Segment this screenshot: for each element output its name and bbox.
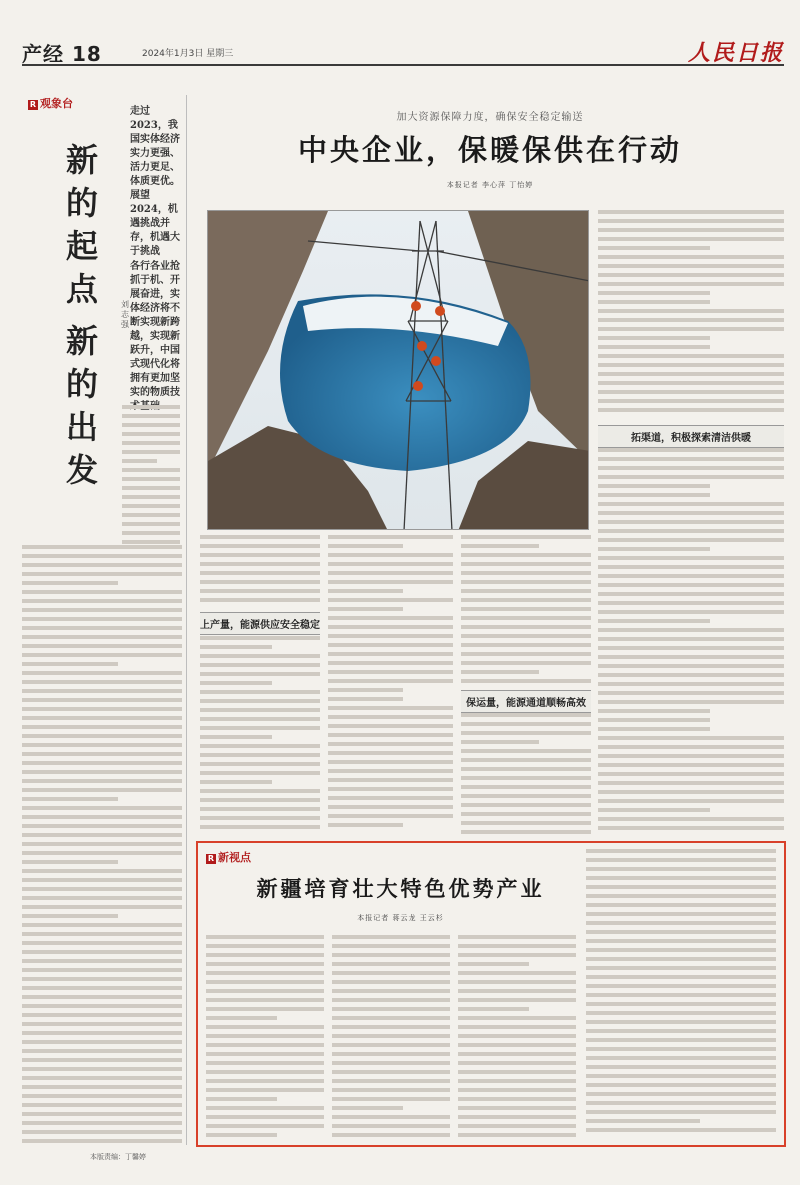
article-body-col-2 <box>328 535 453 835</box>
subhead-production: 上产量，能源供应安全稳定 <box>200 612 320 635</box>
observation-column <box>22 95 180 1145</box>
new-view-tag-icon: R <box>207 854 215 863</box>
section-label: 产经 18 <box>22 42 102 66</box>
column-author: 刘志强 <box>121 300 129 329</box>
column-quote-2: 各行各业抢抓于机、开展奋进，实体经济将不断实现新跨越，实现新跃升，中国式现代化将拥有更加坚实的物质技 <box>130 261 180 398</box>
column-tag: R 观象台 <box>29 97 73 110</box>
page-editor: 本版责编：丁馨婷 <box>90 1153 146 1161</box>
article-photo <box>207 210 589 530</box>
power-line-photo <box>208 211 589 530</box>
new-view-tag: R 新视点 <box>207 851 251 864</box>
article-body-col-3b <box>461 713 591 835</box>
xinjiang-headline: 新疆培育壮大特色优势产业 <box>256 876 545 901</box>
article-body-col-1a <box>200 535 320 607</box>
subhead-clean-heating: 拓渠道，积极探索清洁供暖 <box>598 425 784 448</box>
xinjiang-article-box <box>196 841 786 1147</box>
xinjiang-byline: 本报记者 蒋云龙 王云杉 <box>357 914 444 922</box>
article-kicker: 加大资源保障力度，确保安全稳定输送 <box>396 112 584 123</box>
article-body-col-1b <box>200 636 320 834</box>
masthead <box>22 38 784 66</box>
column-tag-icon: R <box>29 100 37 109</box>
column-body-text <box>22 545 182 1145</box>
article-body-col-right-1 <box>598 210 784 420</box>
issue-date: 2024年1月3日 星期三 <box>142 49 234 59</box>
column-body-text-top <box>122 405 180 545</box>
column-divider <box>186 95 187 1145</box>
xinjiang-body-col-2 <box>332 935 450 1141</box>
xinjiang-body-col-1 <box>206 935 324 1141</box>
column-quote-1: 走过2023，我国实体经济实力更强、活力更足、体质更优。展望2024，机遇挑战并存，机遇大于挑战 <box>130 106 180 257</box>
column-title-2: 新的出发 <box>65 322 98 489</box>
xinjiang-body-col-3 <box>458 935 576 1141</box>
newspaper-logo: 人民日报 <box>687 40 784 66</box>
column-title-1: 新的起点 <box>65 141 98 308</box>
article-headline: 中央企业，保暖保供在行动 <box>297 133 682 167</box>
article-body-col-right-2 <box>598 448 784 833</box>
article-byline: 本报记者 李心萍 丁怡婷 <box>446 181 534 189</box>
xinjiang-body-col-4 <box>586 849 776 1141</box>
subhead-transport: 保运量，能源通道顺畅高效 <box>461 690 591 713</box>
article-body-col-3a <box>461 535 591 685</box>
